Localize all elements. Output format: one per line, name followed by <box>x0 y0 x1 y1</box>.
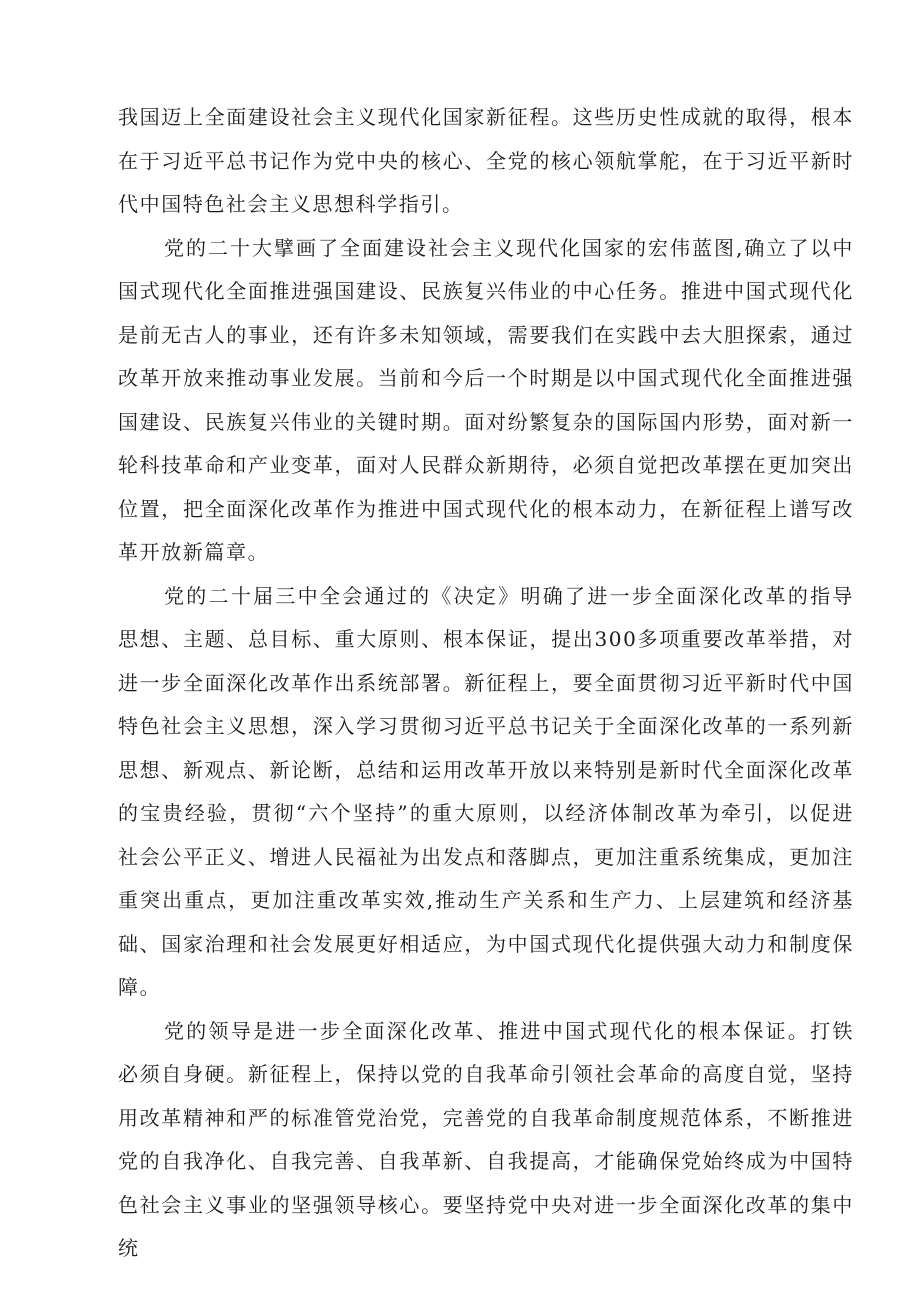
paragraph-continuation: 我国迈上全面建设社会主义现代化国家新征程。这些历史性成就的取得，根本在于习近平总书记作为党中央的核心、全党的核心领航掌舵，在于习近平新时代中国特色社会主义思想科学指引。 <box>118 105 854 216</box>
paragraph-party-leadership: 党的领导是进一步全面深化改革、推进中国式现代化的根本保证。打铁必须自身硬。新征程上，保持以党的自我革命引领社会革命的高度自觉，坚持用改革精神和严的标准管党治党，完善党的自我革命制度规范体系，不断推进党的自我净化、自我完善、自我革新、自我提高，才能确保党始终成为中国特色社会主义事业的坚强领导核心。要坚持党中央对进一步全面深化改革的集中统 <box>118 1018 854 1260</box>
paragraph-decision: 党的二十届三中全会通过的《决定》明确了进一步全面深化改革的指导思想、主题、总目标、重大原则、根本保证，提出300多项重要改革举措，对进一步全面深化改革作出系统部署。新征程上，要全面贯彻习近平新时代中国特色社会主义思想，深入学习贯彻习近平总书记关于全面深化改革的一系列新思想、新观点、新论断，总结和运用改革开放以来特别是新时代全面深化改革的宝贵经验，贯彻“六个坚持”的重大原则，以经济体制改革为牵引，以促进社会公平正义、增进人民福祉为出发点和落脚点，更加注重系统集成，更加注重突出重点，更加注重改革实效,推动生产关系和生产力、上层建筑和经济基础、国家治理和社会发展更好相适应，为中国式现代化提供强大动力和制度保障。 <box>118 583 854 999</box>
paragraph-blueprint: 党的二十大擘画了全面建设社会主义现代化国家的宏伟蓝图,确立了以中国式现代化全面推进强国建设、民族复兴伟业的中心任务。推进中国式现代化是前无古人的事业，还有许多未知领域，需要我们在实践中去大胆探索，通过改革开放来推动事业发展。当前和今后一个时期是以中国式现代化全面推进强国建设、民族复兴伟业的关键时期。面对纷繁复杂的国际国内形势，面对新一轮科技革命和产业变革，面对人民群众新期待，必须自觉把改革摆在更加突出位置，把全面深化改革作为推进中国式现代化的根本动力，在新征程上谱写改革开放新篇章。 <box>118 235 854 564</box>
article-body <box>118 96 854 1271</box>
